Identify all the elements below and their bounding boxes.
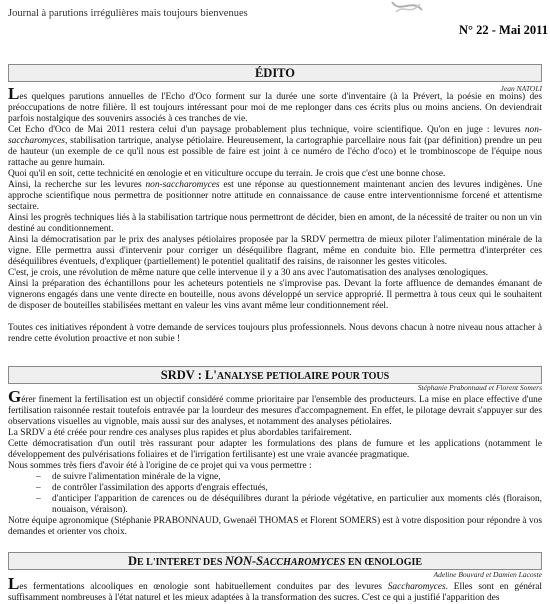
text-run: Cet Echo d'Oco de Mai 2011 restera celui d'un paysage probablement plus technique, voire scientifique. Qu'on en juge : levures [8, 125, 525, 135]
list-item: – de contrôler l'assimilation des apports d'engrais effectués, [36, 483, 542, 494]
paragraph: Notre équipe agronomique (Stéphanie PRABONNAUD, Gwenaël THOMAS et Florent SOMERS) est à votre disposition pour répondre à vos demandes et orienter vos choix. [8, 516, 542, 537]
paragraph-text: Ainsi la préparation des échantillons pour les acheteurs potentiels ne s'improvise pas. Devant la forte affluence de demandes émanant de vignerons engagés dans une vente directe en bouteille, nous avons développé un service approprié. Il permettra à tous ceux qui le souhaitent de disposer de bouteilles stabilisées mettant en valeur les vins avant même leur conditionnement réel. [8, 279, 542, 311]
drop-cap: L [8, 574, 20, 593]
paragraph [8, 279, 542, 312]
newsletter-tagline: Journal à parutions irrégulières mais toujours bienvenues [8, 8, 248, 19]
paragraph [8, 461, 542, 472]
text-run: non-saccharomyces [145, 180, 220, 190]
nonsacch-heading [8, 552, 542, 570]
paragraph [8, 180, 542, 213]
paragraph-text: Toutes ces initiatives répondent à votre demande de services toujours plus professionnels. Nous devons chacun à notre niveau nous attacher à rendre cette évolution proactive et non subie ! [8, 323, 542, 344]
edito-author: Jean NATOLI [500, 84, 542, 93]
text-run: Saccharomyces [387, 582, 446, 592]
paragraph-text: C'est, je crois, une révolution de même nature que celle intervenue il y a 30 ans avec l'automatisation des analyses œnologiques. [8, 268, 489, 278]
srdv-heading [8, 366, 542, 384]
paragraph-text: Quoi qu'il en soit, cette technicité en œnologie et en viticulture occupe du terrain. Je crois que c'est une bonne chose. [8, 169, 446, 179]
nonsacch-author: Adeline Bouvard et Damien Lacoste [433, 570, 542, 579]
objectives-list [8, 472, 542, 516]
drop-cap: L [8, 84, 20, 103]
paragraph [8, 428, 542, 439]
edito-title: ÉDITO [254, 66, 296, 80]
nonsacch-title-d: ACCHAROMYCES [263, 557, 346, 568]
paragraph [8, 439, 542, 461]
nonsacch-title-b: E L'INTERET DES [136, 557, 225, 568]
text-run: non-saccharomyces [8, 125, 542, 146]
edito-heading [8, 64, 542, 82]
paragraph-text: es quelques parutions annuelles de l'Echo d'Oco forment sur la durée une sorte d'inventaire (à la Prévert, la poésie en moins) des préoccupations de notre filière. Il est toujours intéressant pour moi de me replonger dans ces écrits plus ou moins anciens. On deviendrait parfois nostalgique des souvenirs associés à ces tranches de vie. [8, 92, 542, 124]
text-run: est une réponse au questionnement maintenant ancien des levures indigènes. Une approche scientifique nous permettra de positionner notre attitude en connaissance de cause entre interventionnisme forcené et attentisme sectaire. [8, 180, 542, 212]
paragraph-text: La SRDV a été créée pour rendre ces analyses plus rapides et plus abordables tarifairement. [8, 428, 352, 438]
paragraph [8, 268, 542, 279]
text-run: . Elles sont en général suffisamment nombreuses à l'état naturel et les mieux adaptées à la transformation des sucres. C'est ce qui a justifié l'apparition des [8, 582, 542, 603]
nonsacch-title-a: D [127, 554, 137, 568]
text-run: , stabilisation tartrique, analyse pétiolaire. Heureusement, la cartographie parcellaire nous fait (par définition) prendre un peu de hauteur (un exemple de ce qu'il nous est possible de faire est joint à ce numéro de l'écho d'oco) et le trombinoscope de l'équipe nous rattache au genre humain. [8, 136, 542, 168]
nonsacch-title-e: EN ŒNOLOGIE [345, 557, 423, 568]
paragraph [8, 169, 542, 180]
paragraph [8, 213, 542, 235]
srdv-title-small: ANALYSE PETIOLAIRE POUR TOUS [216, 371, 390, 382]
srdv-author: Stéphanie Prabonnaud et Florent Somers [417, 383, 542, 392]
paragraph-text: Ainsi les progrès techniques liés à la stabilisation tartrique nous permettront de décider, bien en amont, de la nécessité de traiter ou non un vin destiné au conditionnement. [8, 213, 542, 234]
paragraph [8, 323, 542, 345]
issue-number: N° 22 - Mai 2011 [458, 23, 548, 37]
list-item: – de suivre l'alimentation minérale de la vigne, [36, 472, 542, 483]
newsletter-logo [390, 0, 424, 16]
paragraph-text: Cette démocratisation d'un outil très rassurant pour adapter les formulations des plans de fumure et les applications (notamment le développement des pulvérisations foliaires et de l'irrigation fertilisante) est une vraie avancée pragmatique. [8, 439, 542, 460]
text-run: es fermentations alcooliques en œnologie sont habituellement conduites par des levures [19, 582, 388, 592]
text-run: Ainsi, la recherche sur les levures [8, 180, 146, 190]
paragraph-gap [8, 312, 542, 323]
paragraph-text: Nous sommes très fiers d'avoir été à l'origine de ce projet qui va vous permettre : [8, 461, 312, 471]
newsletter-header [8, 0, 542, 22]
nonsacch-title-c: NON-S [224, 554, 264, 568]
paragraph-text: Ainsi la démocratisation par le prix des analyses pétiolaires proposée par la SRDV permettra de mieux piloter l'alimentation minérale de la vigne. Elle permettra aussi d'intervenir pour corriger un déséquilibre flagrant, même en conduite bio. Elle permettra d'interpréter ces déséquilibres éventuels, d'expliquer (partiellement) le potentiel qualitatif des raisins, de raisonner les gestes viticoles. [8, 235, 542, 267]
paragraph [8, 125, 542, 169]
paragraph-text: érer finement la fertilisation est un objectif considéré comme prioritaire par l'ensemble des producteurs. La mise en place effective d'une fertilisation raisonnée restait toutefois entravée par la lourdeur des mesures d'accompagnement. En effet, le pilotage devrait s'appuyer sur des observations visuelles au vignoble, mais aussi sur des analyses, et notamment des analyses pétiolaires. [8, 395, 542, 427]
paragraph [8, 235, 542, 268]
list-item: – d'anticiper l'apparition de carences ou de déséquilibres durant la période végétative, en particulier aux moments clés (floraison, nouaison, véraison). [36, 494, 542, 516]
drop-cap: G [8, 387, 22, 406]
srdv-title-main: SRDV : L' [160, 368, 217, 382]
